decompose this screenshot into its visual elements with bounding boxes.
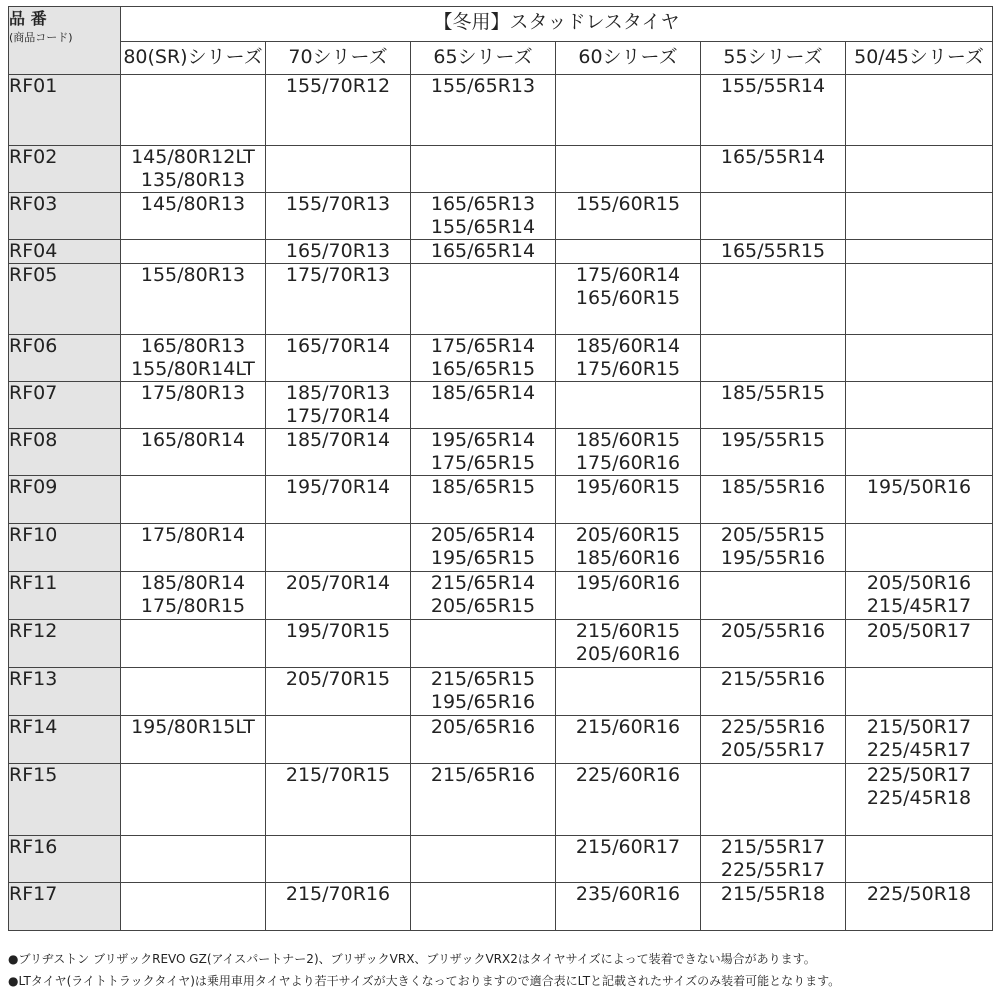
size-cell — [121, 240, 266, 264]
tire-size: 155/80R13 — [140, 264, 246, 286]
size-cell — [846, 716, 993, 764]
size-cell — [121, 836, 266, 883]
size-cell — [556, 240, 701, 264]
tire-size: 155/65R14 — [430, 216, 536, 238]
tire-size: 205/70R15 — [285, 668, 391, 690]
tire-size: 215/60R16 — [575, 716, 681, 738]
size-cell — [121, 193, 266, 240]
size-cell — [121, 382, 266, 429]
table-row — [9, 764, 993, 836]
size-cell — [846, 764, 993, 836]
tire-size: 225/50R18 — [866, 883, 972, 905]
size-cell — [846, 620, 993, 668]
tire-size: 215/45R17 — [866, 595, 972, 617]
size-cell — [121, 264, 266, 335]
size-cell — [266, 264, 411, 335]
tire-size: 195/55R16 — [720, 547, 826, 569]
product-code: RF01 — [9, 75, 121, 146]
series-header-row — [9, 42, 993, 75]
product-code: RF12 — [9, 620, 121, 668]
product-code-sublabel: (商品コード) — [9, 31, 73, 44]
tire-size: 195/50R16 — [866, 476, 972, 498]
size-cell — [411, 476, 556, 524]
tire-size: 195/60R16 — [575, 572, 681, 594]
size-cell — [846, 240, 993, 264]
tire-size: 205/70R14 — [285, 572, 391, 594]
table-row — [9, 335, 993, 382]
tire-size: 225/45R17 — [866, 739, 972, 761]
table-row — [9, 476, 993, 524]
tire-size: 215/65R15 — [430, 668, 536, 690]
size-cell — [266, 382, 411, 429]
size-cell — [266, 476, 411, 524]
size-cell — [121, 572, 266, 620]
size-cell — [411, 146, 556, 193]
tire-size: 175/80R13 — [140, 382, 246, 404]
tire-size: 175/65R15 — [430, 452, 536, 474]
tire-size: 135/80R13 — [140, 169, 246, 191]
tire-size: 165/55R15 — [720, 240, 826, 262]
size-cell — [701, 264, 846, 335]
size-cell — [266, 146, 411, 193]
tire-size: 205/60R15 — [575, 524, 681, 546]
size-cell — [846, 429, 993, 476]
size-cell — [701, 240, 846, 264]
table-row — [9, 883, 993, 931]
tire-size: 215/65R16 — [430, 764, 536, 786]
tire-size: 195/65R16 — [430, 691, 536, 713]
size-cell — [846, 524, 993, 572]
size-cell — [121, 668, 266, 716]
tire-size: 175/60R14 — [575, 264, 681, 286]
size-cell — [266, 883, 411, 931]
tire-size: 195/80R15LT — [131, 716, 255, 738]
tire-size: 165/60R15 — [575, 287, 681, 309]
size-cell — [556, 524, 701, 572]
size-cell — [411, 764, 556, 836]
size-cell — [411, 572, 556, 620]
tire-size: 225/55R16 — [720, 716, 826, 738]
size-cell — [411, 429, 556, 476]
size-cell — [701, 716, 846, 764]
size-cell — [556, 668, 701, 716]
tire-size: 215/60R17 — [575, 836, 681, 858]
tire-size: 205/65R14 — [430, 524, 536, 546]
size-cell — [121, 476, 266, 524]
size-cell — [846, 146, 993, 193]
size-cell — [121, 764, 266, 836]
size-cell — [556, 382, 701, 429]
size-cell — [701, 836, 846, 883]
product-code: RF16 — [9, 836, 121, 883]
tire-size: 215/65R14 — [430, 572, 536, 594]
size-cell — [846, 572, 993, 620]
size-cell — [411, 883, 556, 931]
size-cell — [556, 620, 701, 668]
tire-size: 225/55R17 — [720, 859, 826, 881]
size-cell — [846, 335, 993, 382]
series-header: 65シリーズ — [411, 42, 556, 75]
size-cell — [701, 335, 846, 382]
tire-size: 225/60R16 — [575, 764, 681, 786]
tire-size: 225/45R18 — [866, 787, 972, 809]
size-cell — [266, 572, 411, 620]
size-cell — [266, 193, 411, 240]
tire-size: 145/80R12LT — [131, 146, 255, 168]
tire-size: 205/55R15 — [720, 524, 826, 546]
table-row — [9, 668, 993, 716]
size-cell — [846, 668, 993, 716]
size-cell — [701, 620, 846, 668]
tire-size: 195/70R15 — [285, 620, 391, 642]
series-header: 50/45シリーズ — [846, 42, 993, 75]
tire-size: 175/80R15 — [140, 595, 246, 617]
tire-size: 155/70R13 — [285, 193, 391, 215]
tire-size: 165/65R14 — [430, 240, 536, 262]
product-code: RF06 — [9, 335, 121, 382]
tire-size: 165/80R14 — [140, 429, 246, 451]
size-cell — [556, 716, 701, 764]
size-cell — [846, 264, 993, 335]
table-row — [9, 240, 993, 264]
size-cell — [556, 764, 701, 836]
tire-size: 185/55R15 — [720, 382, 826, 404]
size-cell — [556, 883, 701, 931]
tire-size: 175/65R14 — [430, 335, 536, 357]
table-title: 【冬用】スタッドレスタイヤ — [121, 7, 993, 42]
size-cell — [411, 524, 556, 572]
table-row — [9, 524, 993, 572]
table-row — [9, 193, 993, 240]
tire-size: 165/65R15 — [430, 358, 536, 380]
size-cell — [701, 883, 846, 931]
tire-size: 195/65R14 — [430, 429, 536, 451]
tire-size: 235/60R16 — [575, 883, 681, 905]
size-cell — [556, 429, 701, 476]
size-cell — [411, 75, 556, 146]
size-cell — [121, 883, 266, 931]
tire-size: 175/70R13 — [285, 264, 391, 286]
size-cell — [266, 764, 411, 836]
tire-size: 155/55R14 — [720, 75, 826, 97]
product-code: RF15 — [9, 764, 121, 836]
tire-size: 185/70R13 — [285, 382, 391, 404]
tire-size: 205/50R17 — [866, 620, 972, 642]
product-code: RF11 — [9, 572, 121, 620]
size-cell — [411, 193, 556, 240]
tire-size: 205/65R15 — [430, 595, 536, 617]
tire-size-table — [8, 6, 993, 931]
product-code: RF10 — [9, 524, 121, 572]
tire-size: 215/70R16 — [285, 883, 391, 905]
tire-size: 165/70R14 — [285, 335, 391, 357]
table-body — [9, 75, 993, 931]
tire-size: 215/50R17 — [866, 716, 972, 738]
tire-size: 195/70R14 — [285, 476, 391, 498]
footnote: ●LTタイヤ(ライトトラックタイヤ)は乗用車用タイヤより若干サイズが大きくなっておりますので適合表にLTと記載されたサイズのみ装着可能となります。 — [8, 974, 841, 988]
size-cell — [411, 620, 556, 668]
tire-size: 185/60R16 — [575, 547, 681, 569]
series-header: 60シリーズ — [556, 42, 701, 75]
table-row — [9, 836, 993, 883]
size-cell — [121, 524, 266, 572]
table-row — [9, 382, 993, 429]
size-cell — [701, 193, 846, 240]
size-cell — [266, 335, 411, 382]
tire-size: 175/80R14 — [140, 524, 246, 546]
size-cell — [266, 240, 411, 264]
size-cell — [121, 716, 266, 764]
tire-size: 205/60R16 — [575, 643, 681, 665]
size-cell — [556, 75, 701, 146]
tire-size: 185/65R15 — [430, 476, 536, 498]
tire-size: 185/80R14 — [140, 572, 246, 594]
product-code: RF07 — [9, 382, 121, 429]
size-cell — [121, 75, 266, 146]
tire-size: 195/55R15 — [720, 429, 826, 451]
product-code: RF13 — [9, 668, 121, 716]
size-cell — [556, 146, 701, 193]
tire-size: 155/65R13 — [430, 75, 536, 97]
tire-size: 165/65R13 — [430, 193, 536, 215]
tire-size: 205/50R16 — [866, 572, 972, 594]
size-cell — [701, 668, 846, 716]
tire-size: 215/55R17 — [720, 836, 826, 858]
size-cell — [701, 146, 846, 193]
size-cell — [411, 335, 556, 382]
size-cell — [411, 716, 556, 764]
tire-size: 215/55R18 — [720, 883, 826, 905]
size-cell — [556, 476, 701, 524]
size-cell — [121, 620, 266, 668]
size-cell — [846, 836, 993, 883]
size-cell — [266, 620, 411, 668]
size-cell — [556, 572, 701, 620]
size-cell — [411, 264, 556, 335]
size-cell — [121, 429, 266, 476]
size-cell — [556, 193, 701, 240]
tire-size: 215/55R16 — [720, 668, 826, 690]
table-row — [9, 716, 993, 764]
size-cell — [266, 429, 411, 476]
size-cell — [701, 572, 846, 620]
product-code: RF08 — [9, 429, 121, 476]
table-row — [9, 620, 993, 668]
size-cell — [411, 668, 556, 716]
tire-size: 215/70R15 — [285, 764, 391, 786]
tire-size: 145/80R13 — [140, 193, 246, 215]
tire-size: 175/70R14 — [285, 405, 391, 427]
table-row — [9, 75, 993, 146]
product-code: RF17 — [9, 883, 121, 931]
product-code: RF09 — [9, 476, 121, 524]
tire-size: 155/70R12 — [285, 75, 391, 97]
product-code: RF05 — [9, 264, 121, 335]
size-cell — [411, 836, 556, 883]
tire-size: 195/65R15 — [430, 547, 536, 569]
tire-size: 175/60R15 — [575, 358, 681, 380]
series-header: 70シリーズ — [266, 42, 411, 75]
size-cell — [411, 382, 556, 429]
tire-size: 205/55R16 — [720, 620, 826, 642]
product-code: RF14 — [9, 716, 121, 764]
table-row — [9, 146, 993, 193]
product-code: RF04 — [9, 240, 121, 264]
size-cell — [411, 240, 556, 264]
tire-size: 155/80R14LT — [131, 358, 255, 380]
product-code-label: 品 番 — [9, 9, 47, 28]
table-row — [9, 572, 993, 620]
size-cell — [846, 476, 993, 524]
size-cell — [266, 668, 411, 716]
size-cell — [846, 382, 993, 429]
table-row — [9, 264, 993, 335]
size-cell — [701, 429, 846, 476]
size-cell — [701, 524, 846, 572]
table-row — [9, 429, 993, 476]
tire-size: 185/60R15 — [575, 429, 681, 451]
size-cell — [121, 146, 266, 193]
size-cell — [701, 476, 846, 524]
size-cell — [556, 335, 701, 382]
size-cell — [266, 716, 411, 764]
footnote: ●ブリヂストン ブリザックREVO GZ(アイスパートナー2)、ブリザックVRX、ブリザックVRX2はタイヤサイズによって装着できない場合があります。 — [8, 952, 816, 966]
tire-size: 165/55R14 — [720, 146, 826, 168]
size-cell — [266, 836, 411, 883]
tire-size: 165/80R13 — [140, 335, 246, 357]
footnotes — [8, 948, 992, 992]
tire-size: 205/65R16 — [430, 716, 536, 738]
tire-size: 185/55R16 — [720, 476, 826, 498]
size-cell — [846, 883, 993, 931]
series-header: 55シリーズ — [701, 42, 846, 75]
tire-size: 225/50R17 — [866, 764, 972, 786]
size-cell — [266, 524, 411, 572]
size-cell — [701, 75, 846, 146]
size-cell — [701, 382, 846, 429]
size-cell — [701, 764, 846, 836]
tire-size: 205/55R17 — [720, 739, 826, 761]
size-cell — [846, 75, 993, 146]
size-cell — [846, 193, 993, 240]
size-cell — [556, 264, 701, 335]
size-cell — [266, 75, 411, 146]
tire-size: 185/65R14 — [430, 382, 536, 404]
size-cell — [556, 836, 701, 883]
product-code-header — [9, 7, 121, 75]
product-code: RF02 — [9, 146, 121, 193]
series-header: 80(SR)シリーズ — [121, 42, 266, 75]
tire-size: 215/60R15 — [575, 620, 681, 642]
product-code: RF03 — [9, 193, 121, 240]
size-cell — [121, 335, 266, 382]
tire-size: 155/60R15 — [575, 193, 681, 215]
tire-size: 185/60R14 — [575, 335, 681, 357]
tire-size: 175/60R16 — [575, 452, 681, 474]
tire-size: 185/70R14 — [285, 429, 391, 451]
tire-size: 195/60R15 — [575, 476, 681, 498]
tire-size: 165/70R13 — [285, 240, 391, 262]
